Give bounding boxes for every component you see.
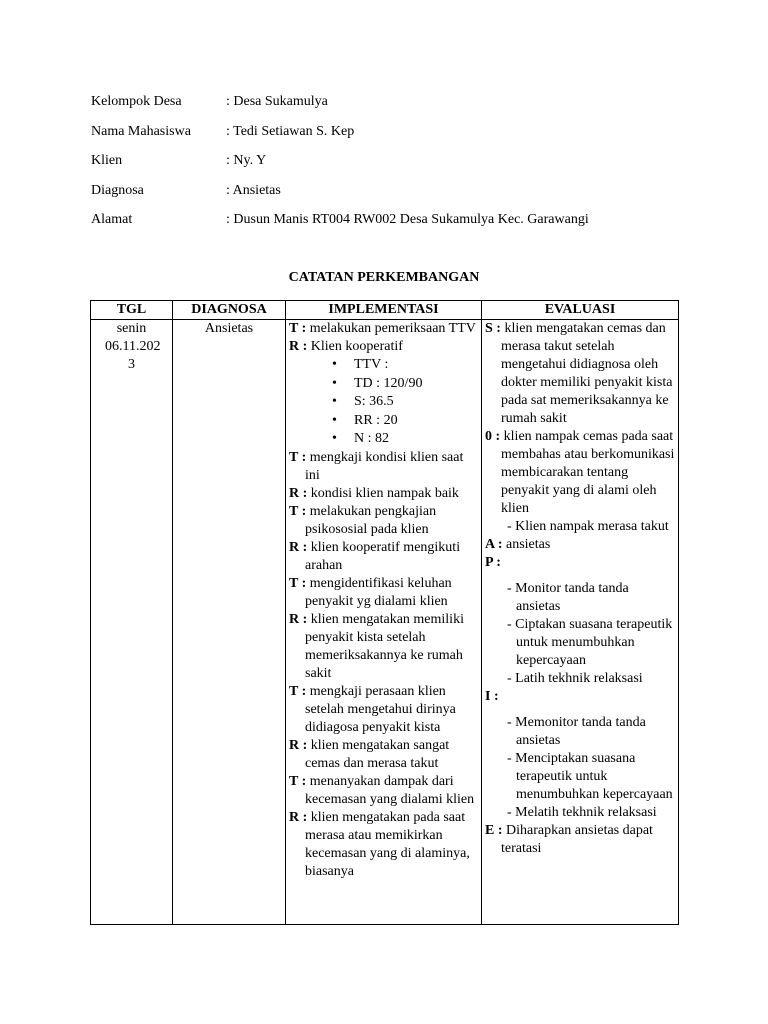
eval-entry-i bbox=[485, 688, 675, 706]
header-value: : Dusun Manis RT004 RW002 Desa Sukamulya Kec. Garawangi bbox=[226, 212, 589, 227]
header-value: : Ansietas bbox=[226, 182, 281, 198]
header-row-klien bbox=[91, 150, 589, 180]
list-item: - Melatih tekhnik relaksasi bbox=[507, 805, 657, 820]
entry-text: ansietas bbox=[502, 537, 551, 552]
table-header-row bbox=[91, 301, 679, 320]
list-item: - Menciptakan suasana terapeutik untuk menumbuhkan kepercayaan bbox=[507, 751, 673, 802]
list-item: - Monitor tanda tanda ansietas bbox=[507, 581, 629, 614]
impl-entry bbox=[289, 809, 478, 881]
list-item: - Klien nampak merasa takut bbox=[507, 519, 669, 534]
header-value: : Desa Sukamulya bbox=[226, 94, 328, 109]
entry-tag: T : bbox=[289, 575, 307, 591]
entry-text: klien kooperatif mengikuti arahan bbox=[305, 539, 461, 573]
entry-text: menanyakan dampak dari kecemasan yang dialami klien bbox=[305, 773, 475, 807]
eval-entry-o bbox=[485, 428, 675, 518]
impl-entry bbox=[289, 320, 478, 338]
entry-tag: R : bbox=[289, 539, 308, 555]
cell-tgl: senin 06.11.202 3 bbox=[91, 320, 173, 925]
impl-entry bbox=[289, 539, 478, 575]
impl-entry bbox=[289, 773, 478, 809]
entry-tag: T : bbox=[289, 503, 307, 519]
entry-text: mengkaji kondisi klien saat ini bbox=[305, 449, 464, 483]
entry-tag: R : bbox=[289, 485, 308, 501]
column-header-tgl: TGL bbox=[91, 301, 173, 320]
entry-text: mengkaji perasaan klien setelah mengetahui dirinya didiagosa penyakit kista bbox=[305, 683, 456, 735]
list-item: - Memonitor tanda tanda ansietas bbox=[507, 715, 646, 748]
impl-entry bbox=[289, 611, 478, 683]
list-item: • TD : 120/90 bbox=[332, 375, 478, 394]
vital-signs-list bbox=[289, 356, 478, 449]
header-label: Klien bbox=[91, 153, 123, 168]
eval-entry-a bbox=[485, 536, 675, 554]
header-value: : Tedi Setiawan S. Kep bbox=[226, 123, 355, 139]
cell-evaluasi bbox=[482, 320, 679, 925]
impl-entry bbox=[289, 503, 478, 539]
entry-tag: P : bbox=[485, 555, 501, 570]
entry-text: melakukan pengkajian psikososial pada klien bbox=[305, 503, 437, 537]
entry-tag: R : bbox=[289, 611, 308, 627]
header-label: Nama Mahasiswa bbox=[91, 123, 191, 139]
entry-text: klien nampak cemas pada saat membahas atau berkomunikasi membicarakan tentang penyakit yang di alami oleh klien bbox=[500, 429, 675, 516]
list-item: • N : 82 bbox=[332, 430, 478, 449]
entry-text: Diharapkan ansietas dapat teratasi bbox=[501, 823, 653, 856]
list-item: - Ciptakan suasana terapeutik untuk menumbuhkan kepercayaan bbox=[507, 617, 673, 668]
eval-entry-e bbox=[485, 822, 675, 858]
entry-text: melakukan pemeriksaan TTV bbox=[306, 321, 476, 336]
identity-header bbox=[91, 91, 589, 239]
column-header-implementasi: IMPLEMENTASI bbox=[286, 301, 482, 320]
list-item: • RR : 20 bbox=[332, 412, 478, 431]
cell-implementasi bbox=[286, 320, 482, 925]
list-item: - Latih tekhnik relaksasi bbox=[507, 671, 643, 686]
list-item: • TTV : bbox=[332, 356, 478, 375]
header-label: Kelompok Desa bbox=[91, 94, 182, 109]
entry-text: klien mengatakan cemas dan merasa takut setelah mengetahui didiagnosa oleh dokter memiliki penyakit kista pada sat memeriksakannya ke rumah sakit bbox=[500, 321, 673, 426]
entry-tag: T : bbox=[289, 683, 307, 699]
impl-entry bbox=[289, 575, 478, 611]
progress-notes-table bbox=[90, 300, 679, 925]
entry-tag: T : bbox=[289, 321, 307, 336]
eval-entry-s bbox=[485, 320, 675, 428]
cell-diagnosa: Ansietas bbox=[173, 320, 286, 925]
header-row-nama-mahasiswa bbox=[91, 121, 589, 151]
entry-tag: R : bbox=[289, 809, 308, 825]
entry-tag: R : bbox=[289, 339, 308, 354]
column-header-diagnosa: DIAGNOSA bbox=[173, 301, 286, 320]
entry-text: mengidentifikasi keluhan penyakit yg dialami klien bbox=[305, 575, 452, 609]
eval-entry-p bbox=[485, 554, 675, 572]
entry-tag: T : bbox=[289, 773, 307, 789]
entry-tag: A : bbox=[485, 537, 503, 552]
entry-text: klien mengatakan memiliki penyakit kista setelah memeriksakannya ke rumah sakit bbox=[305, 611, 464, 681]
table-row bbox=[91, 320, 679, 925]
document-title: CATATAN PERKEMBANGAN bbox=[288, 270, 480, 285]
entry-tag: R : bbox=[289, 737, 308, 753]
entry-tag: 0 : bbox=[485, 429, 501, 444]
entry-text: kondisi klien nampak baik bbox=[307, 485, 459, 501]
entry-text: klien mengatakan sangat cemas dan merasa takut bbox=[305, 737, 450, 771]
entry-text: Klien kooperatif bbox=[307, 339, 403, 354]
header-label: Diagnosa bbox=[91, 182, 144, 198]
impl-entry bbox=[289, 449, 478, 485]
impl-entry bbox=[289, 485, 478, 503]
entry-tag: T : bbox=[289, 449, 307, 465]
list-item: • S: 36.5 bbox=[332, 393, 478, 412]
header-row-kelompok-desa bbox=[91, 91, 589, 121]
entry-tag: E : bbox=[485, 823, 503, 838]
impl-entry bbox=[289, 338, 478, 356]
header-label: Alamat bbox=[91, 212, 133, 227]
header-row-diagnosa bbox=[91, 180, 589, 210]
header-row-alamat bbox=[91, 209, 589, 239]
entry-tag: I : bbox=[485, 689, 499, 704]
column-header-evaluasi: EVALUASI bbox=[482, 301, 679, 320]
impl-entry bbox=[289, 737, 478, 773]
header-value: : Ny. Y bbox=[226, 153, 267, 168]
impl-entry bbox=[289, 683, 478, 737]
entry-tag: S : bbox=[485, 321, 501, 336]
entry-text: klien mengatakan pada saat merasa atau memikirkan kecemasan yang di alaminya, biasanya bbox=[305, 809, 470, 879]
